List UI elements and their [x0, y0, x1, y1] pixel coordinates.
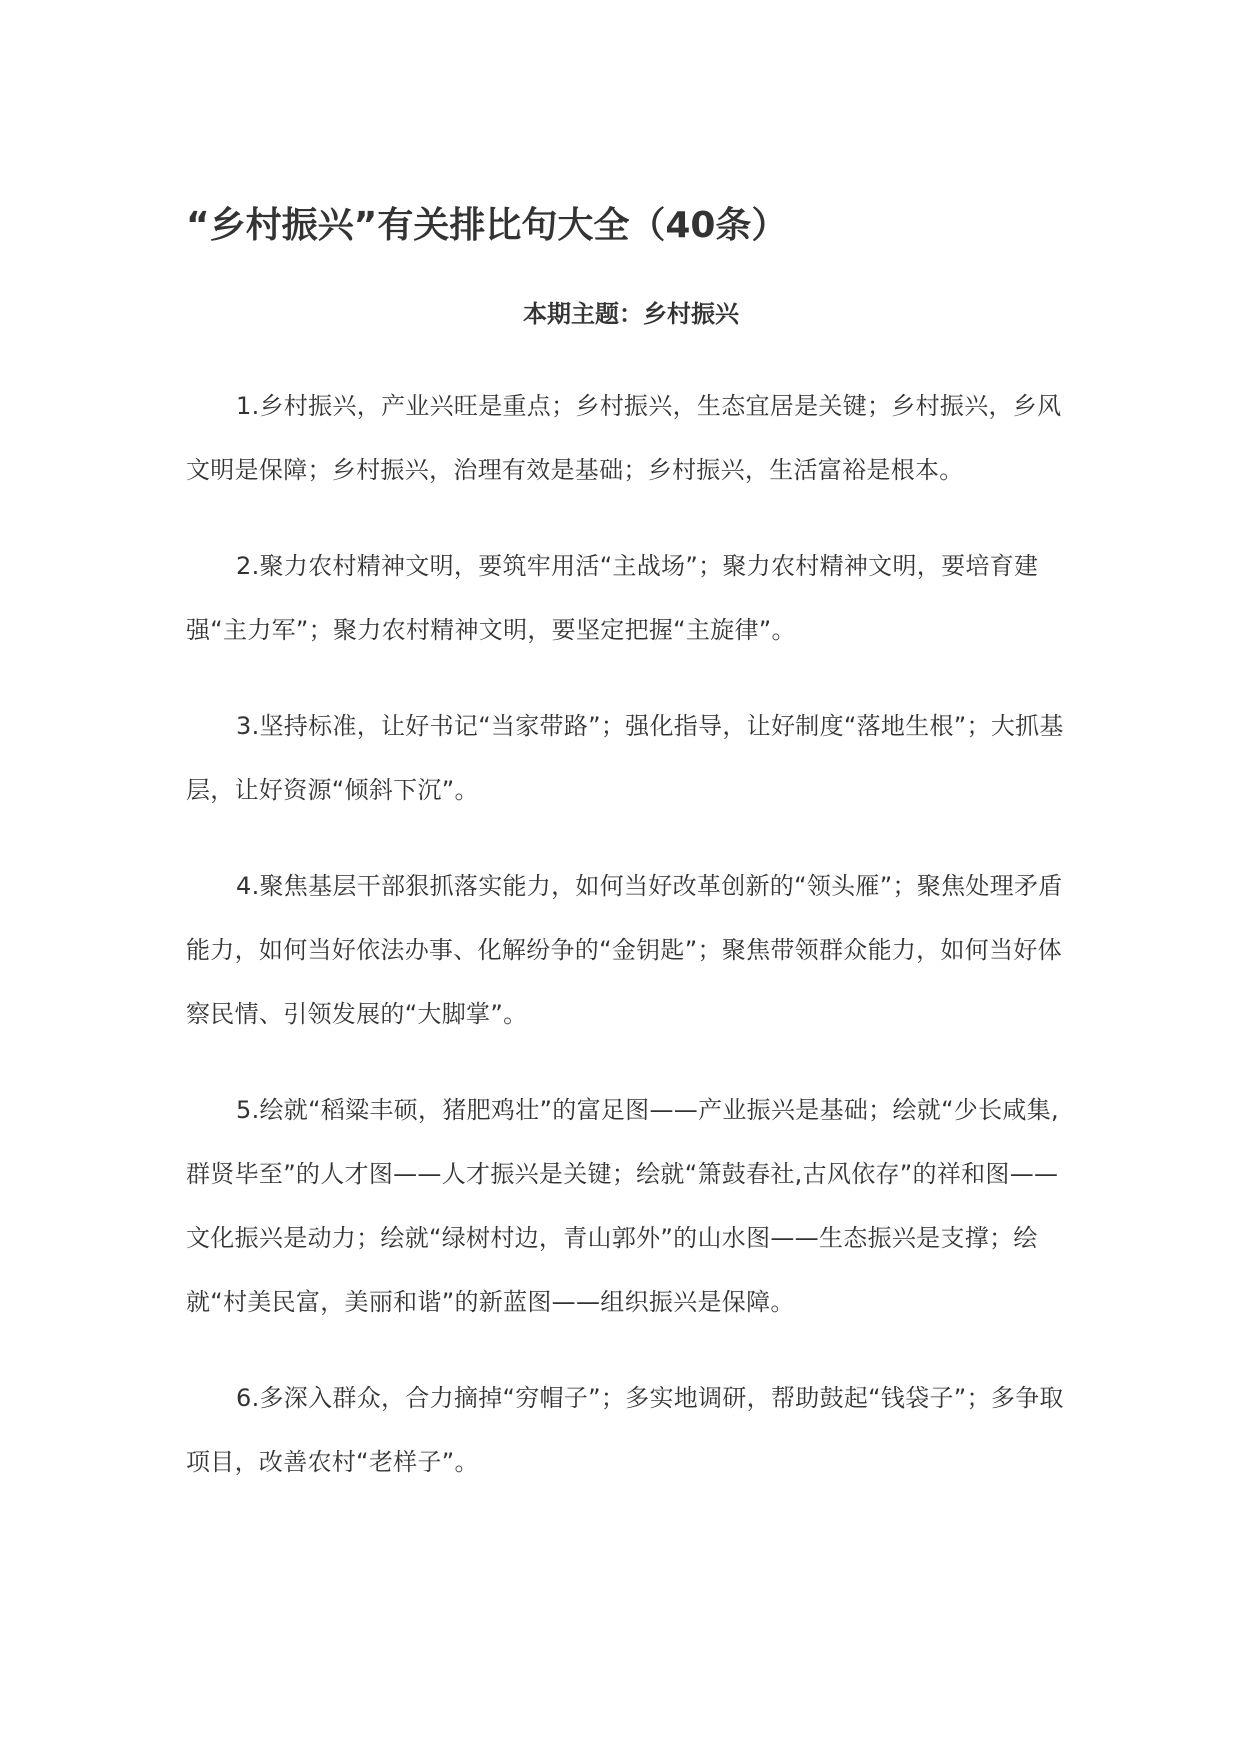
document-title: “乡村振兴”有关排比句大全（40条）	[186, 205, 788, 246]
list-item: 6.多深入群众，合力摘掉“穷帽子”；多实地调研，帮助鼓起“钱袋子”；多争取项目，改善农村“老样子”。	[186, 1384, 1064, 1476]
document-subtitle: 本期主题：乡村振兴	[523, 300, 739, 328]
document-page	[186, 200, 1076, 1526]
list-item: 5.绘就“稻粱丰硕，猪肥鸡壮”的富足图——产业振兴是基础；绘就“少长咸集,群贤毕至”的人才图——人才振兴是关键；绘就“箫鼓春社,古风依存”的祥和图——文化振兴是动力；绘就“绿树村边，青山郭外”的山水图——生态振兴是支撑；绘就“村美民富，美丽和谐”的新蓝图——组织振兴是保障。	[186, 1096, 1059, 1316]
item-list	[186, 374, 1076, 1494]
list-item: 4.聚焦基层干部狠抓落实能力，如何当好改革创新的“领头雁”；聚焦处理矛盾能力，如何当好依法办事、化解纷争的“金钥匙”；聚焦带领群众能力，如何当好体察民情、引领发展的“大脚掌”。	[186, 872, 1063, 1028]
list-item: 1.乡村振兴，产业兴旺是重点；乡村振兴，生态宜居是关键；乡村振兴，乡风文明是保障；乡村振兴，治理有效是基础；乡村振兴，生活富裕是根本。	[186, 392, 1062, 484]
list-item: 2.聚力农村精神文明，要筑牢用活“主战场”；聚力农村精神文明，要培育建强“主力军”；聚力农村精神文明，要坚定把握“主旋律”。	[186, 552, 1039, 644]
list-item: 3.坚持标准，让好书记“当家带路”；强化指导，让好制度“落地生根”；大抓基层，让好资源“倾斜下沉”。	[186, 712, 1064, 804]
